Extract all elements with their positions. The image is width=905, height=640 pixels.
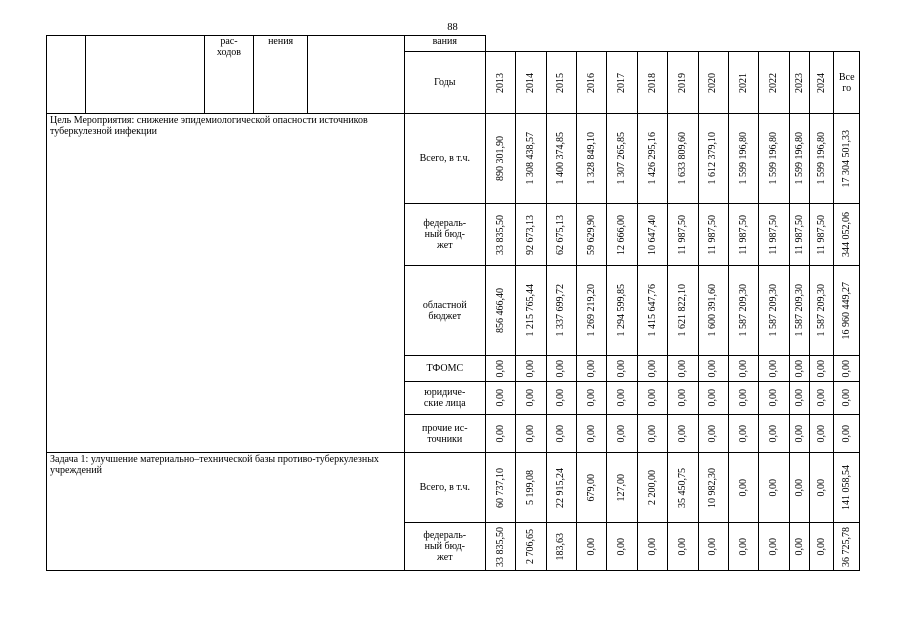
year-header: 2021 bbox=[729, 52, 759, 114]
value-cell: 11 987,50 bbox=[698, 204, 728, 266]
year-header: 2023 bbox=[789, 52, 809, 114]
total-value-cell: 344 052,06 bbox=[834, 204, 860, 266]
value-cell: 1 307 265,85 bbox=[607, 114, 637, 204]
total-header: Все го bbox=[834, 52, 860, 114]
value-cell: 11 987,50 bbox=[729, 204, 759, 266]
header-execution: нения bbox=[253, 36, 308, 114]
year-header: 2024 bbox=[810, 52, 834, 114]
value-cell: 59 629,90 bbox=[577, 204, 607, 266]
value-cell: 1 612 379,10 bbox=[698, 114, 728, 204]
years-label: Годы bbox=[404, 52, 485, 114]
value-cell: 11 987,50 bbox=[668, 204, 698, 266]
value-cell: 0,00 bbox=[729, 523, 759, 571]
header-cell-1 bbox=[47, 36, 86, 114]
value-cell: 127,00 bbox=[607, 453, 637, 523]
header-funding: вания bbox=[404, 36, 485, 52]
value-cell: 0,00 bbox=[637, 382, 667, 415]
value-cell: 0,00 bbox=[485, 415, 515, 453]
value-cell: 0,00 bbox=[698, 523, 728, 571]
value-cell: 1 587 209,30 bbox=[729, 266, 759, 356]
funding-source-label: ТФОМС bbox=[404, 356, 485, 382]
value-cell: 0,00 bbox=[668, 415, 698, 453]
header-cell-5 bbox=[308, 36, 404, 114]
value-cell: 890 301,90 bbox=[485, 114, 515, 204]
funding-source-label: прочие ис- точники bbox=[404, 415, 485, 453]
value-cell: 10 982,30 bbox=[698, 453, 728, 523]
value-cell: 0,00 bbox=[789, 523, 809, 571]
value-cell: 1 328 849,10 bbox=[577, 114, 607, 204]
value-cell: 0,00 bbox=[485, 356, 515, 382]
value-cell: 0,00 bbox=[546, 356, 576, 382]
value-cell: 2 706,65 bbox=[516, 523, 546, 571]
funding-source-label: областной бюджет bbox=[404, 266, 485, 356]
value-cell: 0,00 bbox=[668, 382, 698, 415]
year-header: 2014 bbox=[516, 52, 546, 114]
value-cell: 60 737,10 bbox=[485, 453, 515, 523]
value-cell: 1 599 196,80 bbox=[759, 114, 789, 204]
value-cell: 0,00 bbox=[698, 356, 728, 382]
value-cell: 0,00 bbox=[729, 382, 759, 415]
total-value-cell: 17 304 501,33 bbox=[834, 114, 860, 204]
value-cell: 1 599 196,80 bbox=[810, 114, 834, 204]
total-value-cell: 0,00 bbox=[834, 382, 860, 415]
funding-source-label: федераль- ный бюд- жет bbox=[404, 204, 485, 266]
value-cell: 33 835,50 bbox=[485, 523, 515, 571]
value-cell: 0,00 bbox=[810, 415, 834, 453]
value-cell: 0,00 bbox=[607, 415, 637, 453]
page-number: 88 bbox=[447, 22, 458, 33]
year-header: 2019 bbox=[668, 52, 698, 114]
value-cell: 0,00 bbox=[637, 356, 667, 382]
value-cell: 0,00 bbox=[810, 523, 834, 571]
header-blank bbox=[485, 36, 859, 52]
value-cell: 0,00 bbox=[668, 523, 698, 571]
value-cell: 0,00 bbox=[577, 415, 607, 453]
value-cell: 0,00 bbox=[546, 415, 576, 453]
value-cell: 5 199,08 bbox=[516, 453, 546, 523]
value-cell: 0,00 bbox=[577, 382, 607, 415]
value-cell: 0,00 bbox=[577, 523, 607, 571]
value-cell: 1 633 809,60 bbox=[668, 114, 698, 204]
year-header: 2016 bbox=[577, 52, 607, 114]
value-cell: 22 915,24 bbox=[546, 453, 576, 523]
value-cell: 11 987,50 bbox=[789, 204, 809, 266]
value-cell: 0,00 bbox=[729, 415, 759, 453]
value-cell: 679,00 bbox=[577, 453, 607, 523]
value-cell: 33 835,50 bbox=[485, 204, 515, 266]
total-value-cell: 141 058,54 bbox=[834, 453, 860, 523]
value-cell: 0,00 bbox=[810, 453, 834, 523]
value-cell: 1 600 391,60 bbox=[698, 266, 728, 356]
value-cell: 1 587 209,30 bbox=[759, 266, 789, 356]
task-title: Задача 1: улучшение материально–технической базы противо-туберкулезных учреждений bbox=[47, 453, 405, 571]
funding-source-label: федераль- ный бюд- жет bbox=[404, 523, 485, 571]
value-cell: 0,00 bbox=[789, 453, 809, 523]
value-cell: 0,00 bbox=[607, 382, 637, 415]
value-cell: 11 987,50 bbox=[810, 204, 834, 266]
value-cell: 11 987,50 bbox=[759, 204, 789, 266]
year-header: 2020 bbox=[698, 52, 728, 114]
funding-source-label: Всего, в т.ч. bbox=[404, 114, 485, 204]
year-header: 2022 bbox=[759, 52, 789, 114]
value-cell: 0,00 bbox=[789, 382, 809, 415]
value-cell: 1 587 209,30 bbox=[810, 266, 834, 356]
value-cell: 1 599 196,80 bbox=[789, 114, 809, 204]
value-cell: 1 621 822,10 bbox=[668, 266, 698, 356]
value-cell: 1 400 374,85 bbox=[546, 114, 576, 204]
value-cell: 0,00 bbox=[729, 453, 759, 523]
value-cell: 0,00 bbox=[485, 382, 515, 415]
table-row bbox=[47, 114, 860, 204]
value-cell: 1 426 295,16 bbox=[637, 114, 667, 204]
value-cell: 0,00 bbox=[759, 356, 789, 382]
value-cell: 0,00 bbox=[516, 415, 546, 453]
value-cell: 1 337 699,72 bbox=[546, 266, 576, 356]
budget-table bbox=[46, 35, 860, 571]
year-header: 2015 bbox=[546, 52, 576, 114]
value-cell: 1 415 647,76 bbox=[637, 266, 667, 356]
header-cell-2 bbox=[85, 36, 205, 114]
value-cell: 0,00 bbox=[546, 382, 576, 415]
value-cell: 0,00 bbox=[668, 356, 698, 382]
value-cell: 0,00 bbox=[759, 453, 789, 523]
header-row-top bbox=[47, 36, 860, 52]
value-cell: 0,00 bbox=[789, 415, 809, 453]
value-cell: 1 587 209,30 bbox=[789, 266, 809, 356]
value-cell: 0,00 bbox=[577, 356, 607, 382]
value-cell: 0,00 bbox=[607, 356, 637, 382]
value-cell: 2 200,00 bbox=[637, 453, 667, 523]
value-cell: 183,63 bbox=[546, 523, 576, 571]
value-cell: 0,00 bbox=[810, 382, 834, 415]
value-cell: 0,00 bbox=[516, 382, 546, 415]
year-header: 2018 bbox=[637, 52, 667, 114]
value-cell: 92 673,13 bbox=[516, 204, 546, 266]
value-cell: 0,00 bbox=[637, 523, 667, 571]
table-row bbox=[47, 453, 860, 523]
value-cell: 0,00 bbox=[759, 382, 789, 415]
total-value-cell: 36 725,78 bbox=[834, 523, 860, 571]
funding-source-label: Всего, в т.ч. bbox=[404, 453, 485, 523]
total-value-cell: 0,00 bbox=[834, 415, 860, 453]
value-cell: 35 450,75 bbox=[668, 453, 698, 523]
value-cell: 1 269 219,20 bbox=[577, 266, 607, 356]
value-cell: 1 294 599,85 bbox=[607, 266, 637, 356]
value-cell: 1 599 196,80 bbox=[729, 114, 759, 204]
header-expenses: рас- ходов bbox=[205, 36, 254, 114]
year-header: 2013 bbox=[485, 52, 515, 114]
value-cell: 856 466,40 bbox=[485, 266, 515, 356]
value-cell: 0,00 bbox=[810, 356, 834, 382]
value-cell: 0,00 bbox=[698, 382, 728, 415]
value-cell: 0,00 bbox=[698, 415, 728, 453]
value-cell: 0,00 bbox=[607, 523, 637, 571]
funding-source-label: юридиче- ские лица bbox=[404, 382, 485, 415]
total-value-cell: 16 960 449,27 bbox=[834, 266, 860, 356]
value-cell: 0,00 bbox=[759, 523, 789, 571]
value-cell: 0,00 bbox=[759, 415, 789, 453]
value-cell: 0,00 bbox=[789, 356, 809, 382]
value-cell: 12 666,00 bbox=[607, 204, 637, 266]
value-cell: 0,00 bbox=[516, 356, 546, 382]
value-cell: 10 647,40 bbox=[637, 204, 667, 266]
value-cell: 62 675,13 bbox=[546, 204, 576, 266]
value-cell: 1 215 765,44 bbox=[516, 266, 546, 356]
value-cell: 0,00 bbox=[637, 415, 667, 453]
total-value-cell: 0,00 bbox=[834, 356, 860, 382]
goal-title: Цель Мероприятия: снижение эпидемиологической опасности источников туберкулезной инфекции bbox=[47, 114, 405, 453]
value-cell: 0,00 bbox=[729, 356, 759, 382]
year-header: 2017 bbox=[607, 52, 637, 114]
value-cell: 1 308 438,57 bbox=[516, 114, 546, 204]
